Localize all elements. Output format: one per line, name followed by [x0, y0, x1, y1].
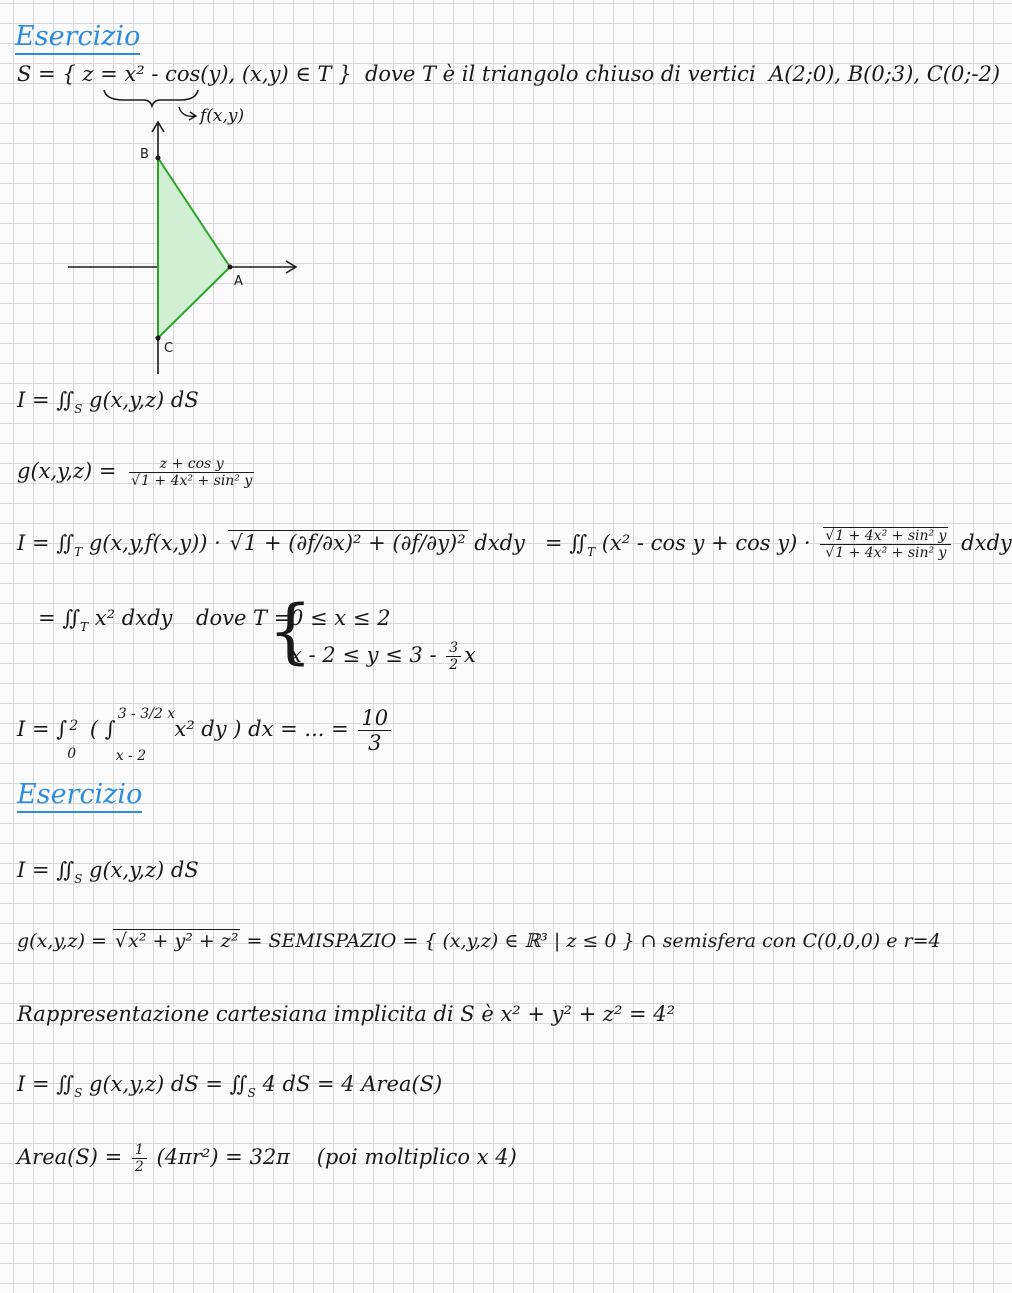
- domain-condition-1: 0 ≤ x ≤ 2: [290, 606, 391, 630]
- result-value: [358, 706, 391, 755]
- g-numerator: z + cos y: [157, 456, 227, 473]
- step1-numerator: √ 1 + 4x² + sin² y: [823, 527, 948, 544]
- g-lhs: g(x,y,z) =: [17, 459, 117, 484]
- step1-area-element: √ 1 + (∂f/∂x)² + (∂f/∂y)²: [228, 530, 468, 555]
- domain-2-den: 2: [449, 657, 459, 674]
- ex2-area-result: (4πr²) = 32π: [156, 1145, 290, 1170]
- triangle-vertices: A(2;0), B(0;3), C(0;-2): [769, 62, 1001, 86]
- g-definition: [17, 456, 260, 489]
- domain-2-fraction: [446, 640, 461, 673]
- ex2-calc-mid: g(x,y,z) dS = ∬: [89, 1072, 248, 1096]
- ex2-integral-symbol: I = ∬: [17, 858, 75, 882]
- ex2-integral-domain: S: [74, 872, 83, 886]
- result-outer-upper: 2: [69, 718, 79, 735]
- ex2-calc-result: 4 dS = 4 Area(S): [262, 1072, 443, 1096]
- result-numerator: 10: [358, 706, 391, 731]
- result-integrand: x² dy ) dx = ... =: [174, 717, 349, 742]
- step1-domain: T: [74, 545, 83, 560]
- step1-domain-2: T: [587, 545, 596, 560]
- triangle-graph: [60, 112, 310, 377]
- surface-definition: S = { z = x² - cos(y), (x,y) ∈ T }: [17, 62, 352, 86]
- f-label: f(x,y): [200, 106, 245, 126]
- step2-integrand: x² dxdy: [94, 606, 173, 630]
- result-denominator: 3: [368, 731, 382, 756]
- ex2-g-lhs: g(x,y,z) =: [17, 930, 107, 952]
- domain-label: dove T =: [196, 606, 292, 630]
- vertex-b-label: B: [140, 147, 149, 162]
- ex2-area-fraction: [132, 1142, 147, 1175]
- vertex-a-label: A: [234, 274, 243, 289]
- ex2-calculation: [17, 1072, 442, 1100]
- g-denominator: √ 1 + 4x² + sin² y: [129, 472, 254, 489]
- vertex-b-point: [156, 156, 161, 161]
- ex2-halfspace: = SEMISPAZIO = { (x,y,z) ∈ ℝ³ | z ≤ 0 } ∩ semisfera con C(0,0,0) e r=4: [246, 930, 941, 952]
- ex2-g-sqrt: √ x² + y² + z²: [113, 929, 240, 952]
- step1-integral: I = ∬: [17, 531, 75, 556]
- ex2-area-note: (poi moltiplico x 4): [316, 1145, 517, 1170]
- step1-dxdy: dxdy: [474, 531, 525, 556]
- domain-brace: {: [268, 590, 313, 672]
- ex2-integral-definition: [17, 858, 199, 886]
- surface-definition-line: [17, 62, 1000, 86]
- ex1-integral-definition: [17, 388, 199, 416]
- step2-domain: T: [80, 620, 89, 634]
- ex2-calc-domain-2: S: [247, 1086, 256, 1100]
- ex2-area-line: [17, 1142, 517, 1175]
- step1-expression: (x² - cos y + cos y) ·: [601, 531, 811, 556]
- g-fraction: [126, 456, 257, 489]
- domain-2-text: x - 2 ≤ y ≤ 3 -: [290, 643, 444, 668]
- domain-condition-2: [290, 640, 476, 673]
- step1-line: [17, 528, 1012, 561]
- triangle-region: [158, 158, 230, 338]
- integrand: g(x,y,z) dS: [89, 388, 199, 412]
- result-line: [17, 706, 394, 765]
- result-inner-integral: ( ∫: [89, 717, 116, 742]
- result-outer-lower: 0: [67, 746, 77, 763]
- ex2-representation: Rappresentazione cartesiana implicita di S è x² + y² + z² = 4²: [17, 1002, 676, 1026]
- result-inner-lower: x - 2: [115, 748, 147, 765]
- vertex-a-point: [228, 265, 233, 270]
- surface-description: dove T è il triangolo chiuso di vertici: [364, 62, 756, 86]
- domain-2-num: 3: [446, 640, 461, 657]
- step1-dxdy-2: dxdy: [961, 531, 1012, 556]
- vertex-c-label: C: [164, 341, 174, 356]
- ex2-area-den: 2: [134, 1159, 144, 1176]
- ex2-area-num: 1: [132, 1142, 147, 1159]
- ex2-area-lhs: Area(S) =: [17, 1145, 123, 1170]
- ex2-calc-domain: S: [74, 1086, 83, 1100]
- result-inner-upper: 3 - 3/2 x: [117, 706, 176, 723]
- ex2-integrand: g(x,y,z) dS: [89, 858, 199, 882]
- exercise2-title: Esercizio: [17, 780, 142, 813]
- exercise1-title: Esercizio: [15, 22, 140, 55]
- step1-equals-integral: = ∬: [544, 531, 588, 556]
- ex2-calc-integral: I = ∬: [17, 1072, 75, 1096]
- ex2-g-definition: [17, 930, 941, 952]
- step2-line: [38, 606, 172, 634]
- step1-denominator: √ 1 + 4x² + sin² y: [823, 544, 948, 561]
- integral-symbol: I = ∬: [17, 388, 75, 412]
- vertex-c-point: [156, 336, 161, 341]
- step1-fraction: [820, 528, 951, 561]
- step2-integral: = ∬: [38, 606, 81, 630]
- domain-2-end: x: [464, 643, 476, 668]
- step1-g-composed: g(x,y,f(x,y)) ·: [88, 531, 221, 556]
- result-outer-integral: I = ∫: [17, 717, 68, 742]
- integral-domain: S: [74, 402, 83, 416]
